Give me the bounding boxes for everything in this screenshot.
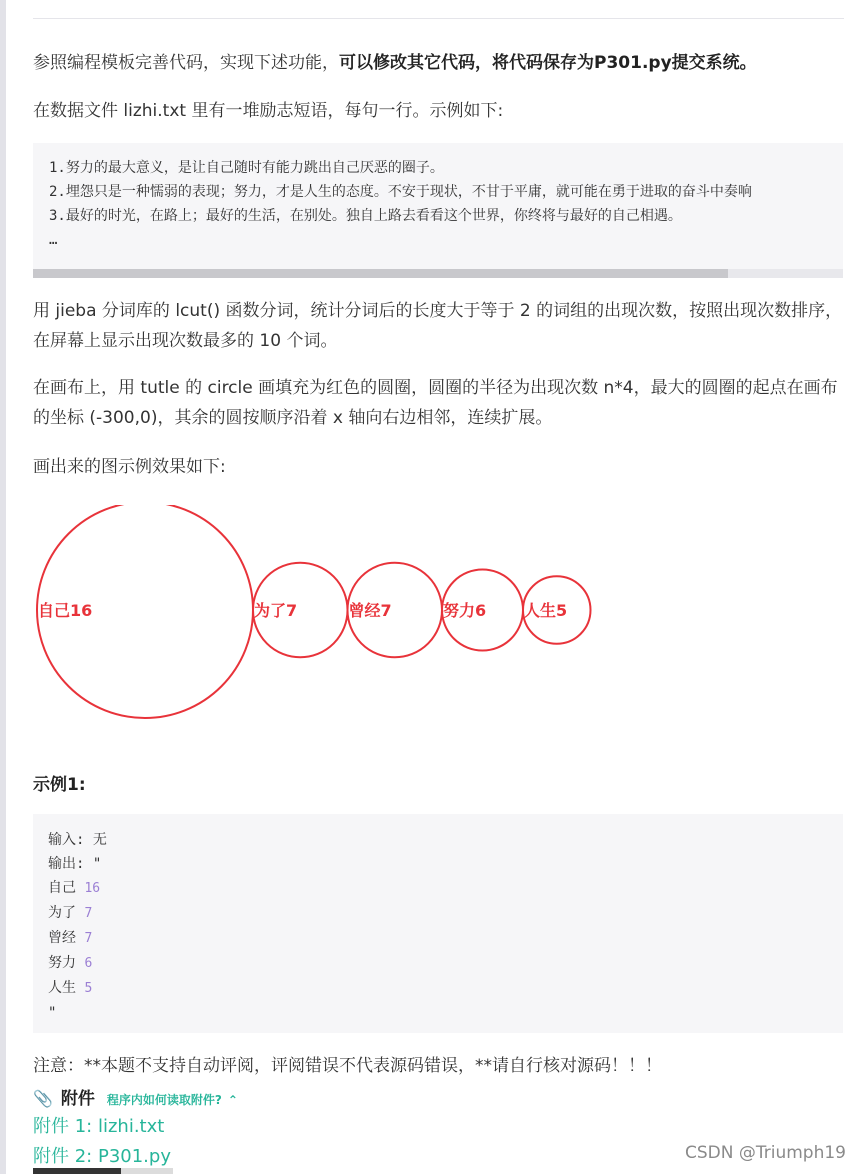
scrollbar-thumb[interactable]	[33, 269, 728, 278]
output-row	[48, 926, 843, 951]
output-word: 自己	[48, 880, 76, 896]
example-heading: 示例1:	[33, 775, 86, 795]
top-divider	[33, 18, 844, 19]
attachments-header	[33, 1084, 238, 1109]
output-row	[48, 951, 843, 976]
output-word: 曾经	[48, 930, 76, 946]
figure-caption: 画出来的图示例效果如下:	[33, 457, 226, 477]
jieba-paragraph: 用 jieba 分词库的 lcut() 函数分词，统计分词后的长度大于等于 2 的词组的出现次数，按照出现次数排序，在屏幕上显示出现次数最多的 10 个词。	[33, 301, 843, 351]
output-count: 5	[84, 981, 93, 996]
output-row	[48, 876, 843, 901]
example-output-line: 输出: "	[48, 856, 102, 872]
attachment-hint-toggle[interactable]	[107, 1093, 238, 1107]
circle-label: 自己16	[38, 601, 93, 620]
intro-paragraph	[33, 48, 843, 78]
output-count: 16	[84, 881, 101, 896]
turtle-paragraph: 在画布上，用 tutle 的 circle 画填充为红色的圆圈，圆圈的半径为出现次数 n*4，最大的圆圈的起点在画布的坐标 (-300,0)，其余的圆按顺序沿着 x 轴向右边相邻，连续扩展。	[33, 378, 838, 428]
sample-line: …	[49, 232, 58, 248]
example-input-line: 输入: 无	[48, 832, 107, 848]
intro-bold: 可以修改其它代码，将代码保存为P301.py提交系统。	[339, 53, 757, 73]
sample-line: 2.埋怨只是一种懦弱的表现；努力，才是人生的态度。不安于现状，不甘于平庸，就可能在勇于进取的奋斗中奏响	[49, 184, 752, 200]
note-paragraph: 注意：**本题不支持自动评阅，评阅错误不代表源码错误，**请自行核对源码！！！	[33, 1056, 662, 1076]
sample-line: 3.最好的时光，在路上；最好的生活，在别处。独自上路去看看这个世界，你终将与最好的自己相遇。	[49, 208, 682, 224]
output-word: 人生	[48, 980, 76, 996]
data-file-paragraph: 在数据文件 lizhi.txt 里有一堆励志短语，每句一行。示例如下:	[33, 101, 504, 121]
intro-normal: 参照编程模板完善代码，实现下述功能，	[33, 53, 339, 73]
output-row	[48, 901, 843, 926]
attachment-hint-label: 程序内如何读取附件?	[106, 1093, 222, 1107]
output-label: 输出	[48, 856, 76, 872]
attachments-title: 附件	[60, 1089, 95, 1109]
output-close-quote: "	[48, 1005, 57, 1021]
paperclip-icon: 📎	[33, 1089, 53, 1108]
output-row	[48, 976, 843, 1001]
chevron-up-icon: ⌃	[227, 1093, 238, 1107]
input-label: 输入	[48, 832, 76, 848]
example-lines	[33, 814, 843, 1025]
horizontal-scrollbar[interactable]	[33, 269, 843, 278]
bottom-scrollbar-thumb[interactable]	[33, 1168, 121, 1174]
example-code-block[interactable]	[33, 814, 843, 1033]
input-value: 无	[92, 832, 107, 848]
sample-line: 1.努力的最大意义，是让自己随时有能力跳出自己厌恶的圈子。	[49, 160, 444, 176]
circles-figure	[30, 505, 630, 745]
circle-label: 曾经7	[348, 601, 392, 620]
output-count: 6	[84, 956, 93, 971]
output-word: 为了	[48, 905, 76, 921]
circle-label: 努力6	[443, 601, 487, 620]
bottom-scrollbar-track	[121, 1168, 173, 1174]
circle-label: 人生5	[524, 601, 568, 620]
output-word: 努力	[48, 955, 76, 971]
output-open-quote: "	[92, 856, 102, 872]
attachment-link-p301[interactable]: 附件 2: P301.py	[33, 1146, 171, 1167]
sample-lines	[33, 143, 843, 252]
output-count: 7	[84, 906, 93, 921]
circle-label: 为了7	[254, 601, 298, 620]
attachment-link-lizhi[interactable]: 附件 1: lizhi.txt	[33, 1116, 165, 1137]
sample-code-block[interactable]	[33, 143, 843, 278]
left-rail	[0, 0, 6, 1174]
csdn-watermark: CSDN @Triumph19	[684, 1143, 846, 1163]
output-count: 7	[84, 931, 93, 946]
